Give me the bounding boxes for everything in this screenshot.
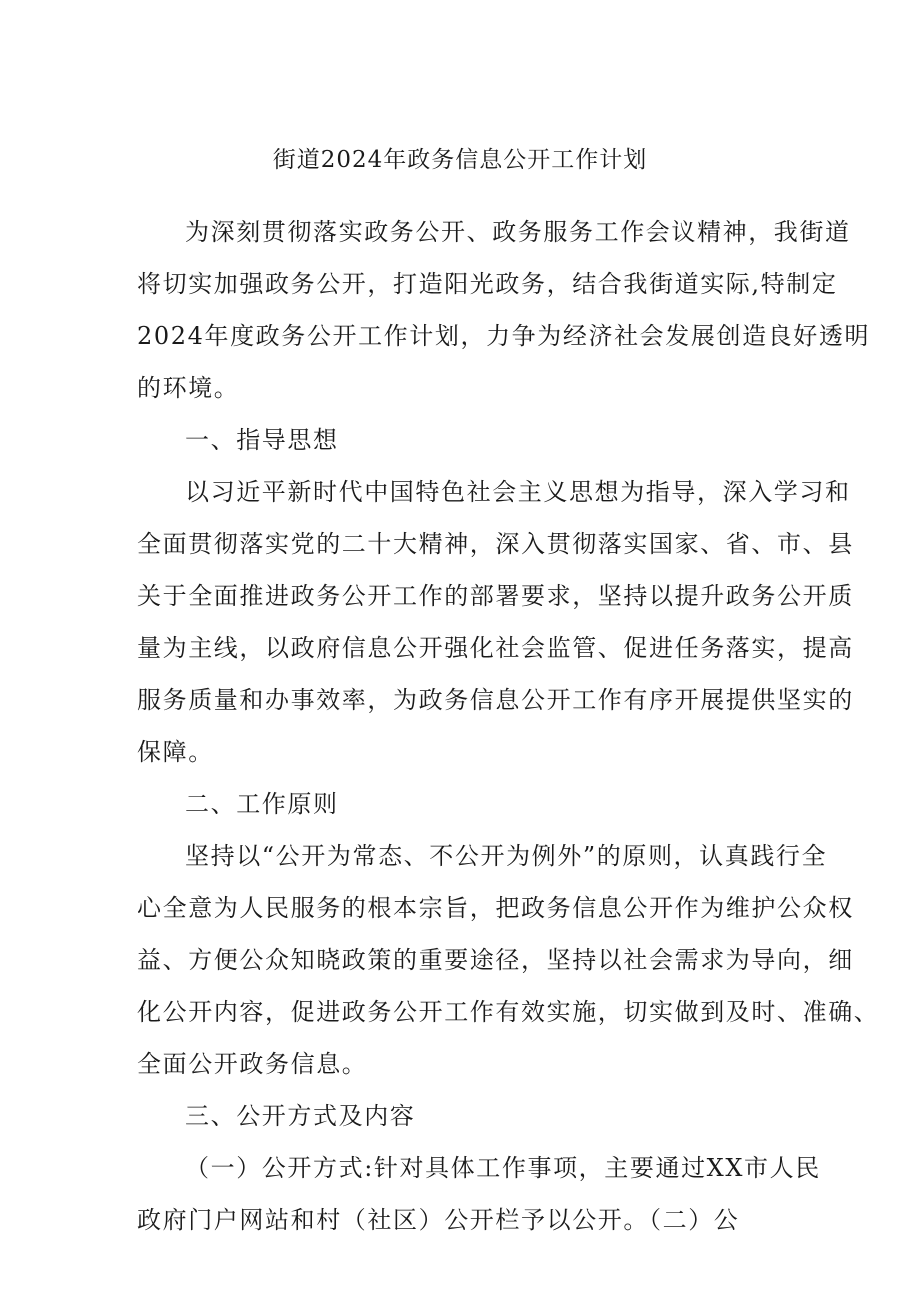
- section-2-line-4: 化公开内容，促进政务公开工作有效实施，切实做到及时、准确、: [137, 998, 880, 1026]
- section-2-line-1: 坚持以“公开为常态、不公开为例外”的原则，认真践行全: [185, 842, 828, 870]
- section-2-heading: 二、工作原则: [185, 790, 339, 818]
- section-1-line-1: 以习近平新时代中国特色社会主义思想为指导，深入学习和: [185, 478, 851, 506]
- section-2-line-5: 全面公开政务信息。: [137, 1050, 368, 1078]
- section-3-line-1: （一）公开方式:针对具体工作事项，主要通过XX市人民: [185, 1154, 821, 1182]
- section-1-heading: 一、指导思想: [185, 426, 339, 454]
- intro-line-4: 的环境。: [137, 374, 240, 402]
- section-1-line-5: 服务质量和办事效率，为政务信息公开工作有序开展提供坚实的: [137, 686, 854, 714]
- document-title: 街道2024年政务信息公开工作计划: [272, 147, 648, 173]
- intro-line-2: 将切实加强政务公开，打造阳光政务，结合我街道实际,特制定: [137, 270, 838, 298]
- section-1-line-4: 量为主线，以政府信息公开强化社会监管、促进任务落实，提高: [137, 634, 854, 662]
- section-2-line-3: 益、方便公众知晓政策的重要途径，坚持以社会需求为导向，细: [137, 946, 854, 974]
- intro-line-3: 2024年度政务公开工作计划，力争为经济社会发展创造良好透明: [137, 322, 871, 350]
- intro-line-1: 为深刻贯彻落实政务公开、政务服务工作会议精神，我街道: [185, 218, 851, 246]
- section-3-line-2: 政府门户网站和村（社区）公开栏予以公开。（二）公: [137, 1206, 740, 1234]
- section-1-line-2: 全面贯彻落实党的二十大精神，深入贯彻落实国家、省、市、县: [137, 530, 854, 558]
- section-3-heading: 三、公开方式及内容: [185, 1102, 416, 1130]
- section-2-line-2: 心全意为人民服务的根本宗旨，把政务信息公开作为维护公众权: [137, 894, 854, 922]
- section-1-line-6: 保障。: [137, 738, 214, 766]
- section-1-line-3: 关于全面推进政务公开工作的部署要求，坚持以提升政务公开质: [137, 582, 854, 610]
